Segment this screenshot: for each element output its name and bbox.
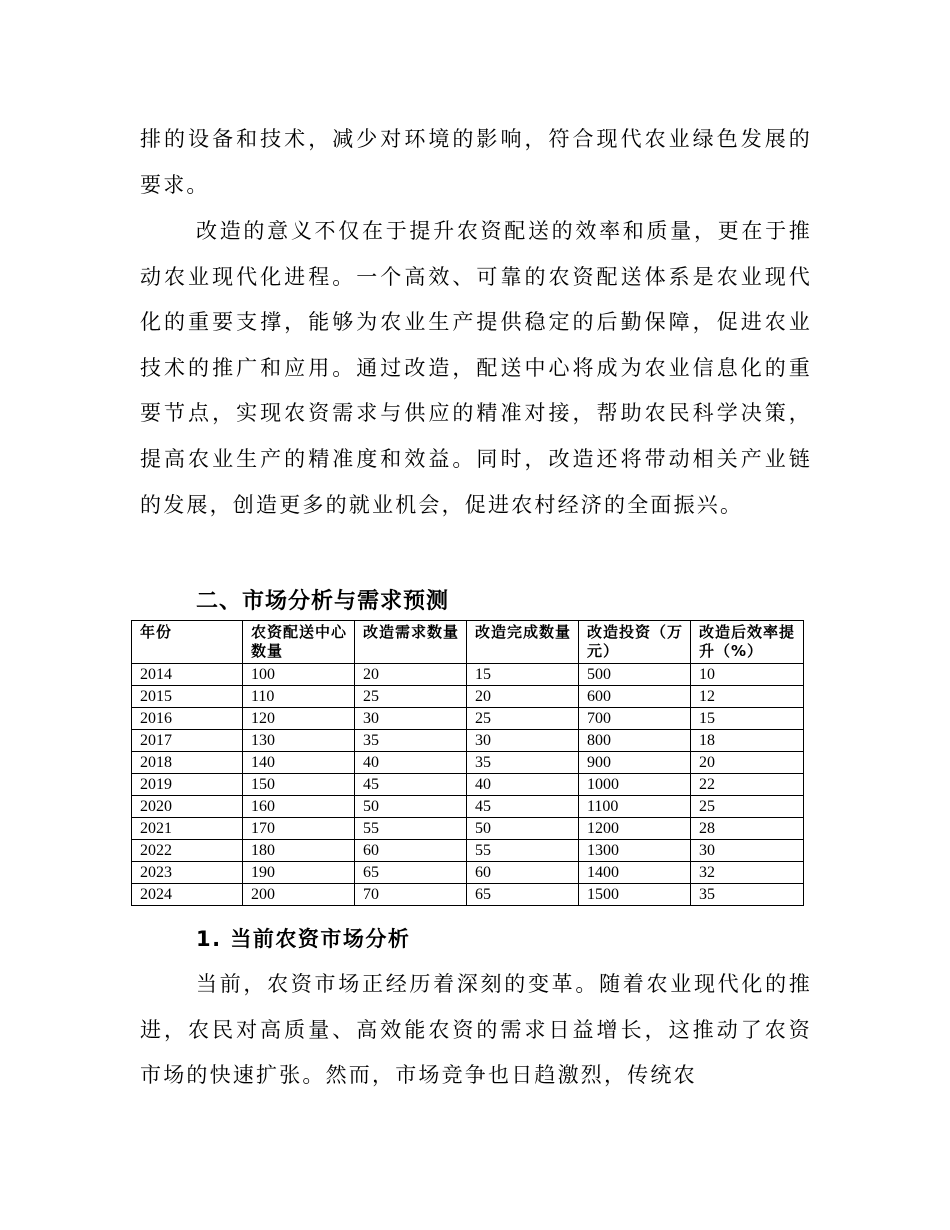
cell-center-count: 150 (243, 774, 355, 796)
header-renovation-demand: 改造需求数量 (355, 621, 467, 664)
table-header (132, 621, 804, 664)
header-center-count: 农资配送中心数量 (243, 621, 355, 664)
table-row (132, 730, 804, 752)
cell-renovation-completed: 30 (467, 730, 579, 752)
table-row (132, 752, 804, 774)
cell-renovation-demand: 35 (355, 730, 467, 752)
cell-renovation-investment: 1500 (579, 884, 691, 906)
cell-renovation-investment: 1300 (579, 840, 691, 862)
cell-year: 2020 (132, 796, 243, 818)
cell-year: 2022 (132, 840, 243, 862)
cell-year: 2023 (132, 862, 243, 884)
table-row (132, 686, 804, 708)
paragraph-significance: 改造的意义不仅在于提升农资配送的效率和质量，更在于推动农业现代化进程。一个高效、可靠的农资配送体系是农业现代化的重要支撑，能够为农业生产提供稳定的后勤保障，促进农业技术的推广和应用。通过改造，配送中心将成为农业信息化的重要节点，实现农资需求与供应的精准对接，帮助农民科学决策，提高农业生产的精准度和效益。同时，改造还将带动相关产业链的发展，创造更多的就业机会，促进农村经济的全面振兴。 (140, 219, 812, 517)
cell-renovation-completed: 55 (467, 840, 579, 862)
cell-renovation-demand: 55 (355, 818, 467, 840)
cell-renovation-completed: 40 (467, 774, 579, 796)
paragraph-market-analysis: 当前，农资市场正经历着深刻的变革。随着农业现代化的推进，农民对高质量、高效能农资的需求日益增长，这推动了农资市场的快速扩张。然而，市场竞争也日趋激烈，传统农 (140, 972, 812, 1088)
cell-renovation-completed: 35 (467, 752, 579, 774)
header-renovation-investment: 改造投资（万元） (579, 621, 691, 664)
cell-renovation-completed: 45 (467, 796, 579, 818)
subsection-heading: 1. 当前农资市场分析 (196, 927, 411, 951)
cell-renovation-investment: 900 (579, 752, 691, 774)
cell-renovation-demand: 30 (355, 708, 467, 730)
cell-renovation-investment: 700 (579, 708, 691, 730)
cell-efficiency-gain: 15 (691, 708, 804, 730)
cell-renovation-demand: 45 (355, 774, 467, 796)
cell-center-count: 110 (243, 686, 355, 708)
cell-efficiency-gain: 32 (691, 862, 804, 884)
cell-center-count: 170 (243, 818, 355, 840)
cell-renovation-investment: 600 (579, 686, 691, 708)
cell-year: 2018 (132, 752, 243, 774)
header-year: 年份 (132, 621, 243, 664)
cell-efficiency-gain: 28 (691, 818, 804, 840)
table-row (132, 664, 804, 686)
cell-efficiency-gain: 12 (691, 686, 804, 708)
header-renovation-completed: 改造完成数量 (467, 621, 579, 664)
cell-renovation-demand: 50 (355, 796, 467, 818)
header-efficiency-gain: 改造后效率提升（%） (691, 621, 804, 664)
paragraph-green-development: 排的设备和技术，减少对环境的影响，符合现代农业绿色发展的要求。 (140, 127, 812, 197)
cell-renovation-investment: 1000 (579, 774, 691, 796)
cell-center-count: 120 (243, 708, 355, 730)
cell-year: 2017 (132, 730, 243, 752)
cell-efficiency-gain: 10 (691, 664, 804, 686)
cell-renovation-demand: 60 (355, 840, 467, 862)
cell-year: 2024 (132, 884, 243, 906)
table-row (132, 796, 804, 818)
table-row (132, 818, 804, 840)
cell-renovation-investment: 500 (579, 664, 691, 686)
cell-center-count: 160 (243, 796, 355, 818)
cell-renovation-demand: 40 (355, 752, 467, 774)
table-row (132, 708, 804, 730)
cell-efficiency-gain: 18 (691, 730, 804, 752)
cell-center-count: 130 (243, 730, 355, 752)
table-row (132, 840, 804, 862)
cell-efficiency-gain: 20 (691, 752, 804, 774)
cell-renovation-completed: 25 (467, 708, 579, 730)
cell-efficiency-gain: 35 (691, 884, 804, 906)
cell-renovation-completed: 60 (467, 862, 579, 884)
cell-efficiency-gain: 30 (691, 840, 804, 862)
cell-renovation-investment: 1200 (579, 818, 691, 840)
cell-year: 2019 (132, 774, 243, 796)
cell-renovation-demand: 20 (355, 664, 467, 686)
cell-year: 2016 (132, 708, 243, 730)
cell-center-count: 100 (243, 664, 355, 686)
cell-efficiency-gain: 25 (691, 796, 804, 818)
cell-center-count: 190 (243, 862, 355, 884)
cell-year: 2021 (132, 818, 243, 840)
cell-center-count: 140 (243, 752, 355, 774)
table-row (132, 774, 804, 796)
cell-renovation-completed: 20 (467, 686, 579, 708)
cell-renovation-investment: 800 (579, 730, 691, 752)
cell-renovation-demand: 65 (355, 862, 467, 884)
cell-year: 2014 (132, 664, 243, 686)
cell-year: 2015 (132, 686, 243, 708)
statistics-table (131, 620, 804, 906)
cell-center-count: 180 (243, 840, 355, 862)
table-header-row (132, 621, 804, 664)
table-row (132, 862, 804, 884)
cell-renovation-completed: 65 (467, 884, 579, 906)
section-heading: 二、市场分析与需求预测 (196, 589, 450, 614)
cell-renovation-demand: 70 (355, 884, 467, 906)
cell-efficiency-gain: 22 (691, 774, 804, 796)
cell-center-count: 200 (243, 884, 355, 906)
cell-renovation-investment: 1400 (579, 862, 691, 884)
table-row (132, 884, 804, 906)
table-body (132, 664, 804, 906)
cell-renovation-demand: 25 (355, 686, 467, 708)
cell-renovation-completed: 15 (467, 664, 579, 686)
cell-renovation-investment: 1100 (579, 796, 691, 818)
cell-renovation-completed: 50 (467, 818, 579, 840)
